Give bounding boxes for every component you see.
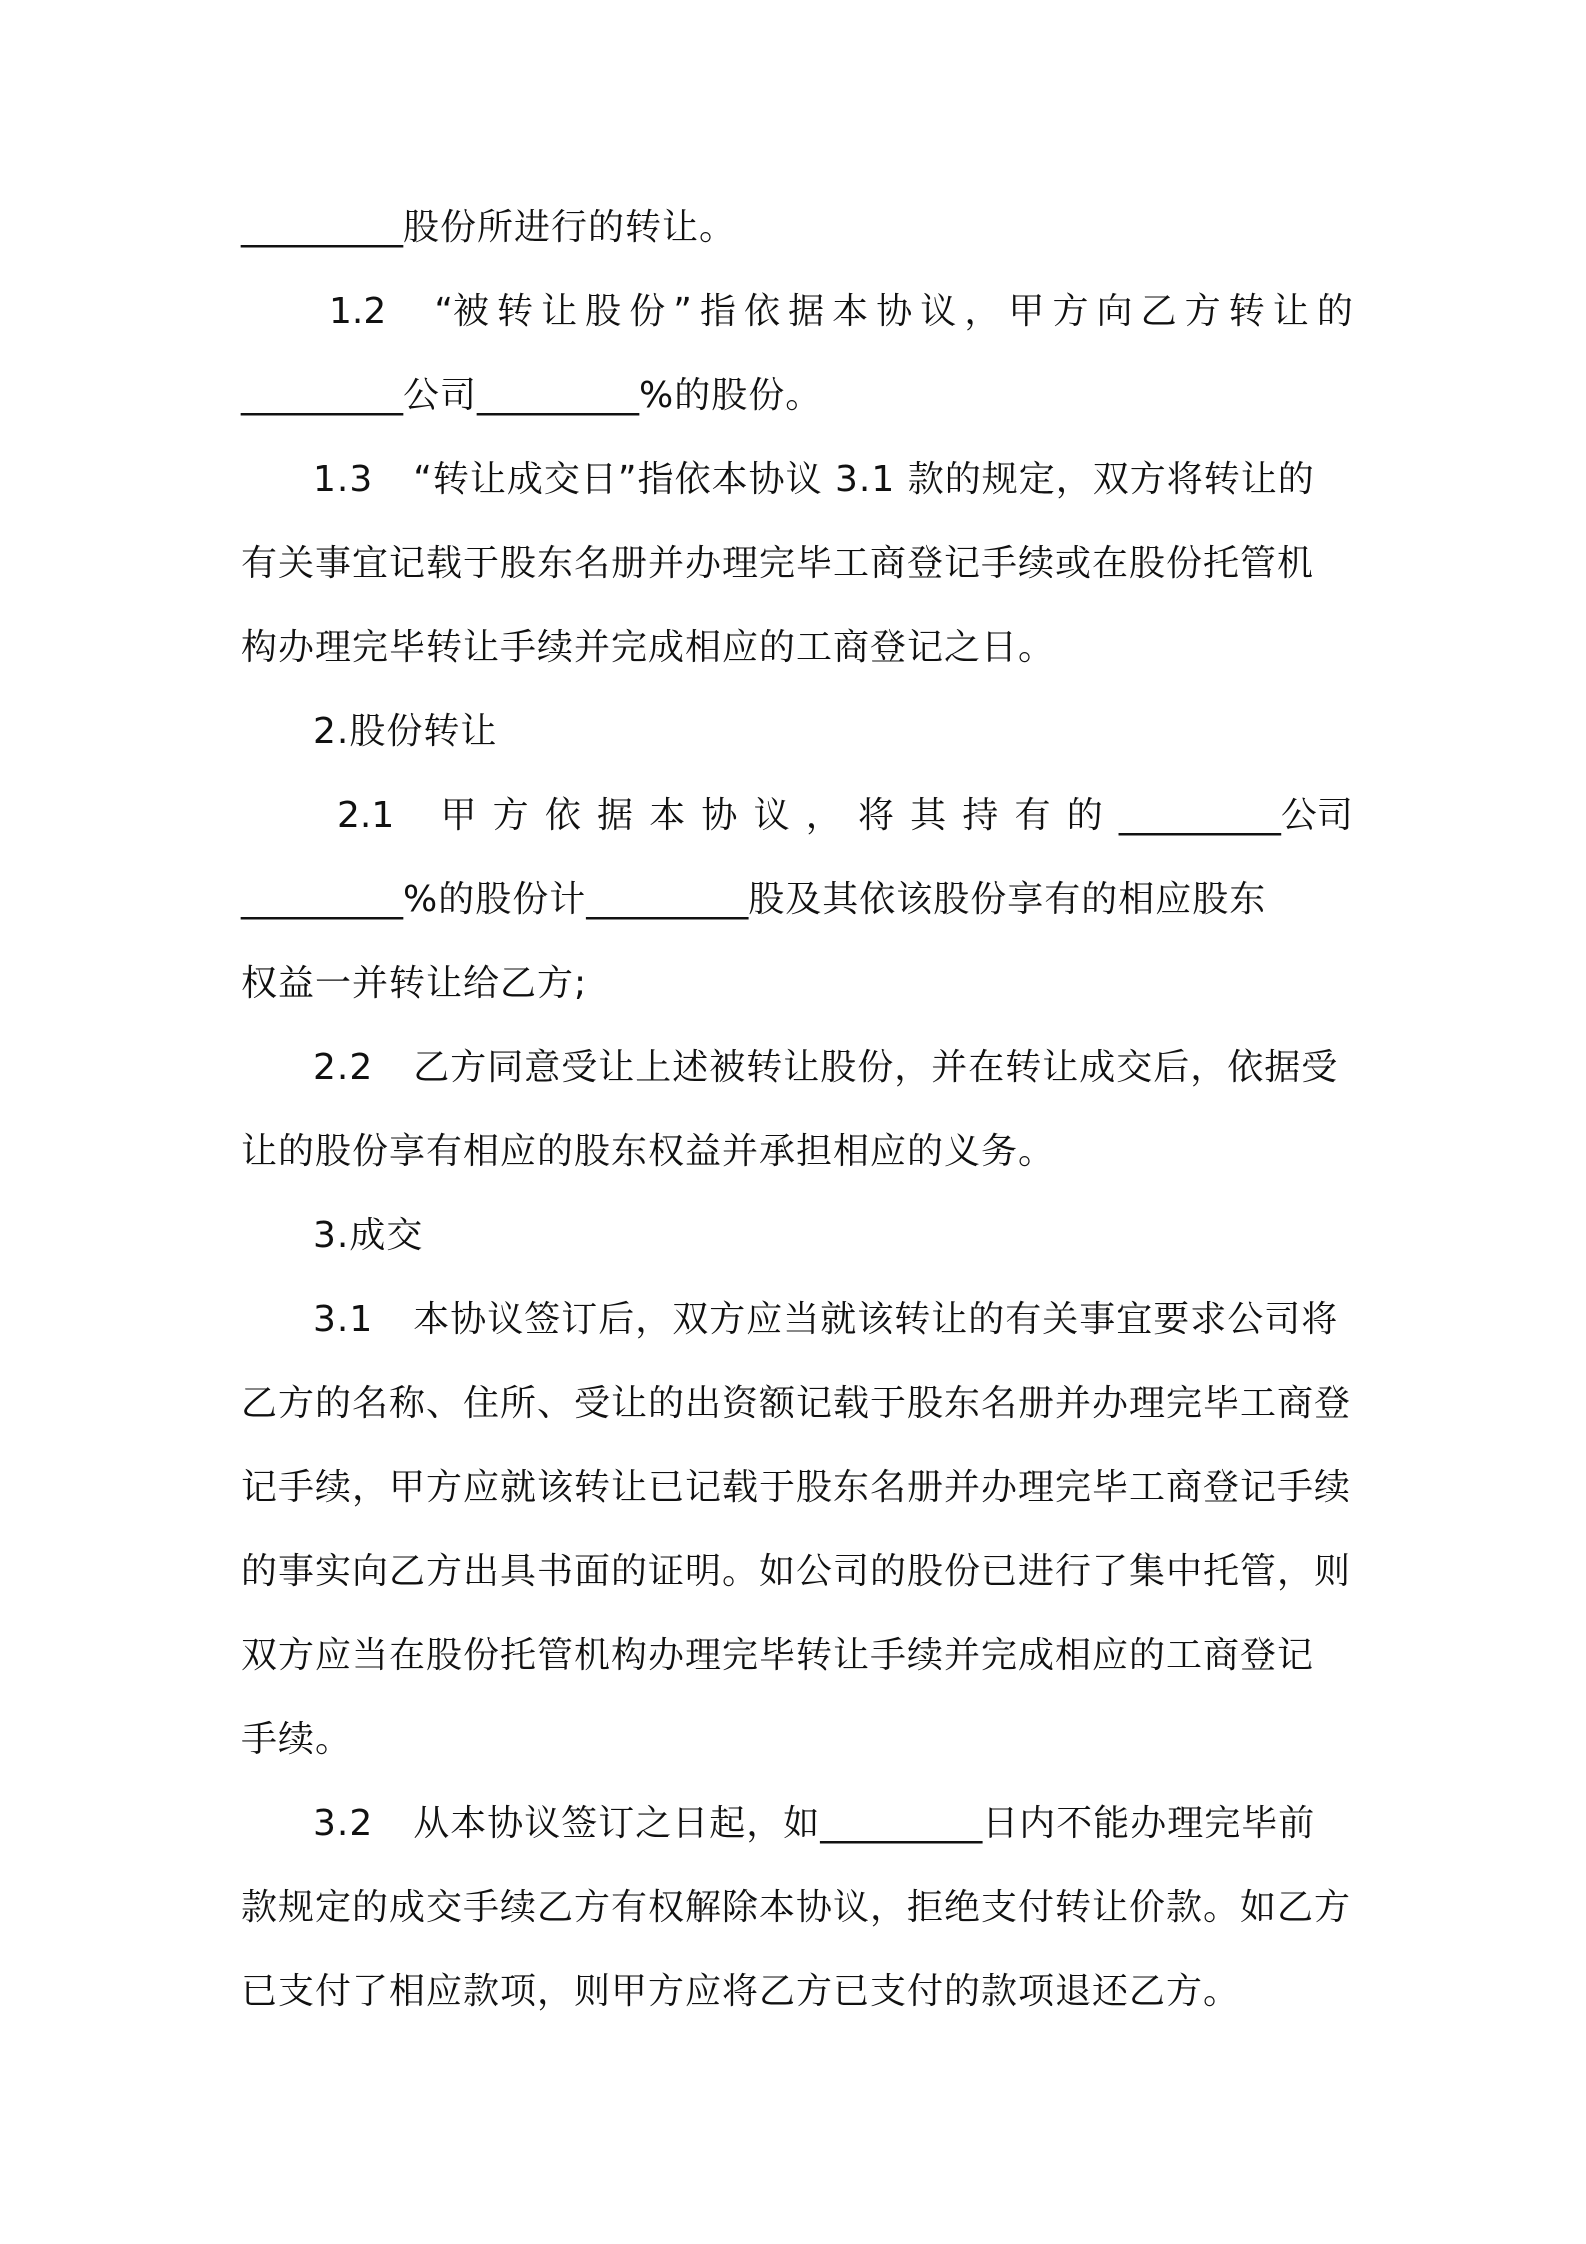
text-line: 已支付了相应款项，则甲方应将乙方已支付的款项退还乙方。 <box>241 1971 1241 2012</box>
text-line: _________公司_________%的股份。 <box>241 375 823 416</box>
text-line: 手续。 <box>241 1719 353 1760</box>
text-line: 款规定的成交手续乙方有权解除本协议，拒绝支付转让价款。如乙方 <box>241 1887 1352 1928</box>
fill-in-blank: _________ <box>586 879 749 920</box>
clause-2-2-line: 2.2 乙方同意受让上述被转让股份，并在转让成交后，依据受 <box>313 1047 1339 1088</box>
clause-number: 2.2 <box>313 1047 374 1088</box>
clause-3-1-line: 3.1 本协议签订后，双方应当就该转让的有关事宜要求公司将 <box>313 1299 1339 1340</box>
clause-number: 3.1 <box>313 1299 374 1340</box>
section-heading: 2.股份转让 <box>313 711 498 752</box>
fill-in-blank: _________ <box>1118 795 1281 836</box>
clause-number: 2.1 <box>337 795 395 836</box>
text-line: 双方应当在股份托管机构办理完毕转让手续并完成相应的工商登记 <box>241 1635 1315 1676</box>
fill-in-blank: _________ <box>241 879 403 920</box>
text-line: _________%的股份计_________股及其依该股份享有的相应股东 <box>241 879 1267 920</box>
text-line: 让的股份享有相应的股东权益并承担相应的义务。 <box>241 1131 1056 1172</box>
clause-number: 1.2 <box>329 291 387 332</box>
clause-1-2-line: 1.2 “被 转 让 股 份 ” 指 依 据 本 协 议 ， 甲 方 向 乙 方 转 让 的 <box>241 288 1353 336</box>
section-heading: 3.成交 <box>313 1215 424 1256</box>
text-line: 记手续，甲方应就该转让已记载于股东名册并办理完毕工商登记手续 <box>241 1467 1352 1508</box>
text-line: 的事实向乙方出具书面的证明。如公司的股份已进行了集中托管，则 <box>241 1551 1352 1592</box>
clause-number: 1.3 <box>313 459 374 500</box>
text-line: 构办理完毕转让手续并完成相应的工商登记之日。 <box>241 627 1056 668</box>
clause-3-2-line: 3.2 从本协议签订之日起，如_________日内不能办理完毕前 <box>313 1803 1316 1844</box>
clause-number: 3.2 <box>313 1803 374 1844</box>
text-line: 有关事宜记载于股东名册并办理完毕工商登记手续或在股份托管机 <box>241 543 1315 584</box>
clause-2-1-line: 2.1 甲 方 依 据 本 协 议 ， 将 其 持 有 的 _________公司 <box>241 792 1353 840</box>
line-text: 股份所进行的转让。 <box>403 207 737 248</box>
fill-in-blank: _________ <box>241 207 403 248</box>
text-line <box>241 204 736 252</box>
fill-in-blank: _________ <box>477 375 640 416</box>
fill-in-blank: _________ <box>820 1803 983 1844</box>
text-line: 乙方的名称、住所、受让的出资额记载于股东名册并办理完毕工商登 <box>241 1383 1352 1424</box>
fill-in-blank: _________ <box>241 375 403 416</box>
text-line: 权益一并转让给乙方; <box>241 963 588 1004</box>
clause-1-3-line: 1.3 “转让成交日”指依本协议 3.1 款的规定，双方将转让的 <box>313 459 1315 500</box>
